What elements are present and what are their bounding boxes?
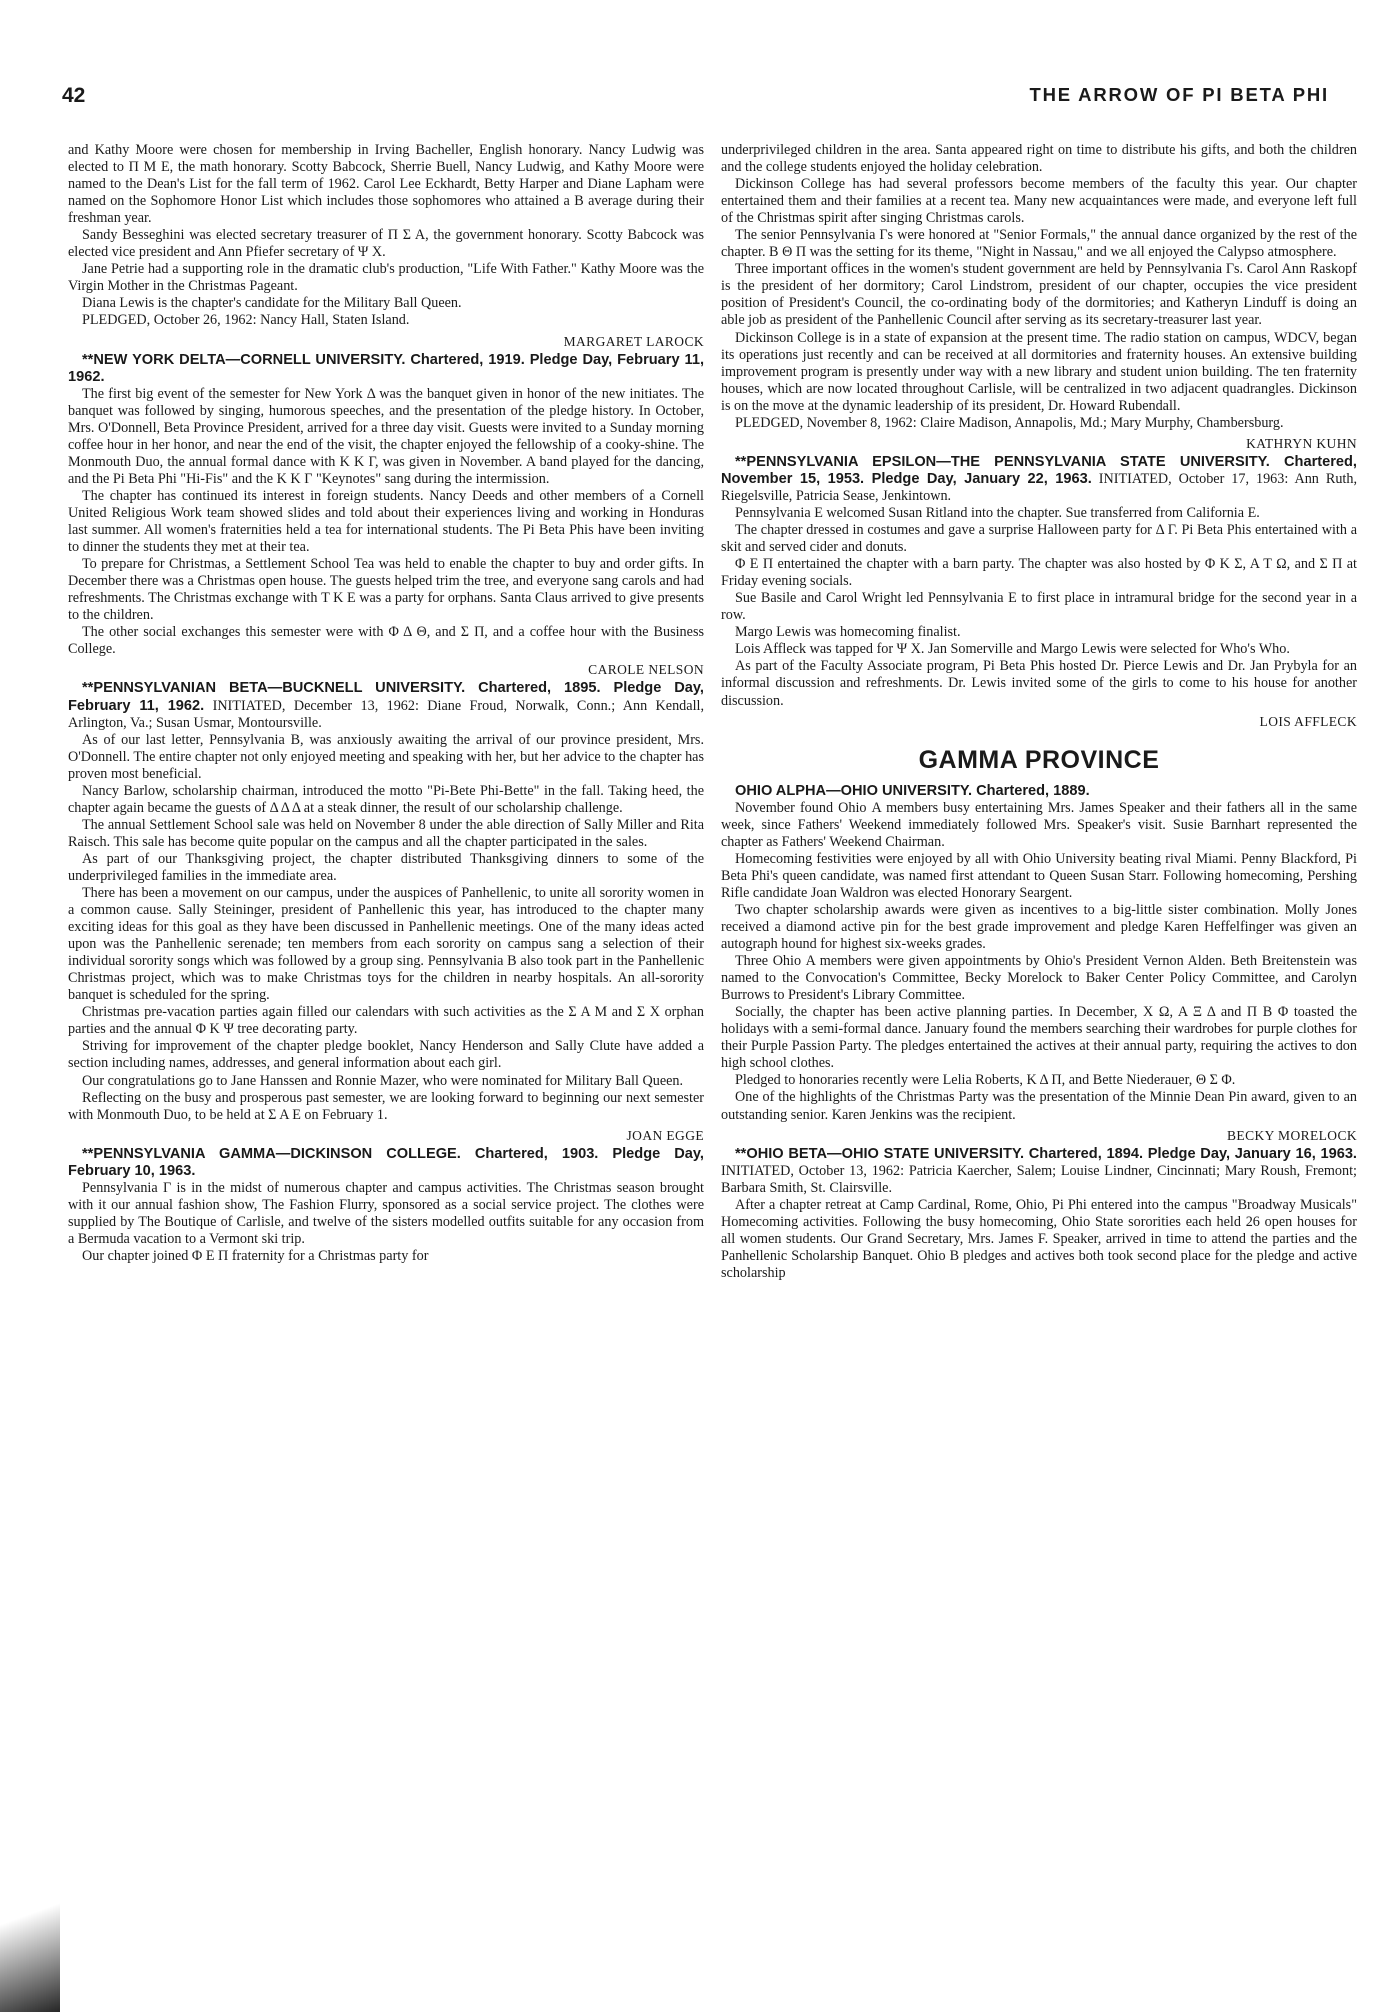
pledged-line: PLEDGED, November 8, 1962: Claire Madison, Annapolis, Md.; Mary Murphy, Chambersburg. [735, 414, 1284, 431]
paragraph: Dickinson College is in a state of expansion at the present time. The radio station on campus, WDCV, began its operations just recently and can be received at all dormitories and fraternity houses. An extensive building improvement program is presently under way with a new library and student union building. The ten fraternity houses, which are now located throughout Carlisle, will be centralized in two adjacent quadrangles. Dickinson is on the move at the dynamic leadership of its president, Dr. Howard Rubendall. [721, 329, 1357, 414]
chapter-heading [68, 680, 704, 731]
paragraph: The other social exchanges this semester were with Φ Δ Θ, and Σ Π, and a coffee hour with the Business College. [68, 624, 704, 658]
paragraph: Dickinson College has had several professors become members of the faculty this year. Our chapter entertained them and their families at a recent tea. Many new acquaintances were made, and everyone left full of the Christmas spirit after singing Christmas carols. [721, 176, 1357, 227]
paragraph: There has been a movement on our campus, under the auspices of Panhellenic, to unite all sorority women in a common cause. Sally Steininger, president of Panhellenic this year, has introduced to the chapter many exciting ideas for this goal as they have been discussed in Panhellenic meetings. One of the many ideas acted upon was the Panhellenic serenade; ten members from each sorority on campus sang a selection of their individual sorority songs which was followed by a group sing. Pennsylvania Β also took part in the Panhellenic Christmas project, which was to make Christmas toys for the children in nearby hospitals. An all-sorority banquet is scheduled for the spring. [68, 885, 704, 1004]
paragraph: underprivileged children in the area. Santa appeared right on time to distribute his gifts, and both the children and the college students enjoyed the holiday celebration. [721, 142, 1357, 176]
chapter-heading-title: **PENNSYLVANIAN BETA—BUCKNELL UNIVERSITY. Chartered, 1895. Pledge Day, February 11, 1962. [68, 680, 704, 714]
signature: KATHRYN KUHN [1246, 435, 1357, 451]
chapter-heading-title: OHIO ALPHA—OHIO UNIVERSITY. Chartered, 1889. [735, 782, 1090, 799]
paragraph: Reflecting on the busy and prosperous past semester, we are looking forward to beginning our next semester with Monmouth Duo, to be held at Σ Α Ε on February 1. [68, 1089, 704, 1123]
paragraph: As of our last letter, Pennsylvania Β, was anxiously awaiting the arrival of our province president, Mrs. O'Donnell. The entire chapter not only enjoyed meeting and speaking with her, but her advice to the chapter has proven most beneficial. [68, 731, 704, 782]
right-column [721, 142, 1357, 1282]
scan-edge-shadow [0, 1852, 60, 2012]
paragraph: The chapter dressed in costumes and gave a surprise Halloween party for Δ Γ. Pi Beta Phis entertained with a skit and served cider and donuts. [721, 522, 1357, 556]
paragraph: Φ Ε Π entertained the chapter with a barn party. The chapter was also hosted by Φ Κ Σ, Α Τ Ω, and Σ Π at Friday evening socials. [721, 556, 1357, 590]
page-number: 42 [62, 84, 86, 107]
paragraph: As part of the Faculty Associate program, Pi Beta Phis hosted Dr. Pierce Lewis and Dr. Jan Prybyla for an informal discussion and refreshments. Dr. Lewis invited some of the girls to come to his house for another discussion. [721, 658, 1357, 709]
signature: BECKY MORELOCK [1227, 1127, 1357, 1143]
province-title: GAMMA PROVINCE [918, 745, 1160, 774]
initiated-line: INITIATED, October 17, 1963: Ann Ruth, Riegelsville, Patricia Sease, Jenkintown. [721, 470, 1357, 504]
paragraph: Christmas pre-vacation parties again filled our calendars with such activities as the Σ Α Μ and Σ Χ orphan parties and the annual Φ Κ Ψ tree decorating party. [68, 1004, 704, 1038]
paragraph: Our chapter joined Φ Ε Π fraternity for a Christmas party for [82, 1248, 429, 1264]
paragraph: Lois Affleck was tapped for Ψ Χ. Jan Somerville and Margo Lewis were selected for Who's Who. [735, 641, 1290, 658]
chapter-heading [721, 454, 1357, 505]
chapter-heading [68, 352, 704, 386]
paragraph: Striving for improvement of the chapter pledge booklet, Nancy Henderson and Sally Clute have added a section including names, addresses, and general information about each girl. [68, 1038, 704, 1072]
signature: JOAN EGGE [626, 1127, 704, 1143]
paragraph: Three Ohio Α members were given appointments by Ohio's President Vernon Alden. Beth Breitenstein was named to the Convocation's Committee, Becky Morelock to Baker Center Policy Committee, and Carolyn Burrows to President's Library Committee. [721, 953, 1357, 1004]
chapter-heading-title: **OHIO BETA—OHIO STATE UNIVERSITY. Chartered, 1894. Pledge Day, January 16, 1963. [735, 1145, 1357, 1162]
paragraph: Socially, the chapter has been active planning parties. In December, Χ Ω, Α Ξ Δ and Π Β Φ toasted the holidays with a semi-formal dance. January found the members searching their wardrobes for purple clothes for their Purple Passion Party. The pledges entertained the actives at their annual party, requiring the actives to don high school clothes. [721, 1004, 1357, 1072]
chapter-heading [721, 1146, 1357, 1197]
paragraph: The first big event of the semester for New York Δ was the banquet given in honor of the new initiates. The banquet was followed by singing, humorous speeches, and the presentation of the pledge history. In October, Mrs. O'Donnell, Beta Province President, arrived for a three day visit. Guests were invited to a Sunday morning coffee hour in her honor, and near the end of the visit, the chapter enjoyed the fellowship of a cooky-shine. The Monmouth Duo, the annual formal dance with Κ Κ Γ, was given in November. A band played for the dancing, and the Pi Beta Phi "Hi-Fis" and the Κ Κ Γ "Keynotes" sang during the intermission. [68, 385, 704, 487]
paragraph: Pennsylvania Ε welcomed Susan Ritland into the chapter. Sue transferred from California Ε. [735, 504, 1260, 521]
signature: CAROLE NELSON [588, 662, 704, 678]
chapter-heading [721, 783, 1357, 800]
chapter-heading-title: **PENNSYLVANIA GAMMA—DICKINSON COLLEGE. Chartered, 1903. Pledge Day, February 10, 1963. [68, 1145, 704, 1179]
paragraph: Pennsylvania Γ is in the midst of numerous chapter and campus activities. The Christmas season brought with it our annual fashion show, The Fashion Flurry, sponsored as a social service project. The clothes were supplied by The Boutique of Carlisle, and twelve of the sisters modelled outfits suitable for any occasion from a Bermuda vacation to a Vermont ski trip. [68, 1179, 704, 1247]
paragraph: Our congratulations go to Jane Hanssen and Ronnie Mazer, who were nominated for Military Ball Queen. [82, 1072, 684, 1089]
initiated-line: INITIATED, December 13, 1962: Diane Froud, Norwalk, Conn.; Ann Kendall, Arlington, Va.; Susan Usmar, Montoursville. [68, 697, 704, 731]
paragraph: To prepare for Christmas, a Settlement School Tea was held to enable the chapter to buy and order gifts. In December there was a Christmas open house. The guests helped trim the tree, and everyone sang carols and had refreshments. The Christmas exchange with Τ Κ Ε was a party for orphans. Santa Claus arrived to give presents to the children. [68, 556, 704, 624]
signature: LOIS AFFLECK [1259, 713, 1357, 729]
left-column [68, 142, 704, 1265]
paragraph: Sandy Besseghini was elected secretary treasurer of Π Σ Α, the government honorary. Scotty Babcock was elected vice president and Ann Pfiefer secretary of Ψ Χ. [68, 227, 704, 261]
paragraph: Diana Lewis is the chapter's candidate for the Military Ball Queen. [82, 295, 462, 312]
paragraph: Two chapter scholarship awards were given as incentives to a big-little sister combination. Molly Jones received a diamond active pin for the best grade improvement and pledge Karen Heffelfinger was given an autograph hound for highest six-weeks grades. [721, 901, 1357, 953]
paragraph: After a chapter retreat at Camp Cardinal, Rome, Ohio, Pi Phi entered into the campus "Broadway Musicals" Homecoming activities. Following the busy homecoming, Ohio State sororities each held 26 open houses for all women students. Our Grand Secretary, Mrs. James F. Speaker, arrived in time to attend the parties and the Panhellenic Scholarship Banquet. Ohio Β pledges and actives both took second place for the pledge and active scholarship [721, 1196, 1357, 1281]
paragraph: The chapter has continued its interest in foreign students. Nancy Deeds and other members of a Cornell United Religious Work team showed slides and told about their experiences living and working in Honduras last summer. All women's fraternities held a tea for international students. The Pi Beta Phis have been inviting to dinner the students they met at their tea. [68, 487, 704, 556]
pledged-line: PLEDGED, October 26, 1962: Nancy Hall, Staten Island. [82, 312, 410, 329]
running-head: THE ARROW OF PI BETA PHI [1029, 84, 1329, 105]
chapter-heading-title: **PENNSYLVANIA EPSILON—THE PENNSYLVANIA STATE UNIVERSITY. Chartered, November 15, 1953. Pledge Day, January 22, 1963. [721, 453, 1357, 487]
paragraph: Sue Basile and Carol Wright led Pennsylvania Ε to first place in intramural bridge for the second year in a row. [721, 590, 1357, 624]
paragraph: The senior Pennsylvania Γs were honored at "Senior Formals," the annual dance organized by the rest of the chapter. Β Θ Π was the setting for its theme, "Night in Nassau," and we all enjoyed the Calypso atmosphere. [721, 227, 1357, 261]
paragraph: Nancy Barlow, scholarship chairman, introduced the motto "Pi-Bete Phi-Bette" in the fall. Taking heed, the chapter again became the guests of Δ Δ Δ at a steak dinner, the result of our scholarship challenge. [68, 782, 704, 816]
paragraph: Homecoming festivities were enjoyed by all with Ohio University beating rival Miami. Penny Blackford, Pi Beta Phi's queen candidate, was named first attendant to Queen Susan Starr. Following homecoming, Pershing Rifle candidate Joan Waldron was elected Honorary Seargent. [721, 850, 1357, 901]
paragraph: Margo Lewis was homecoming finalist. [735, 624, 961, 641]
paragraph: The annual Settlement School sale was held on November 8 under the able direction of Sally Miller and Rita Raisch. This sale has become quite popular on the campus and all the chapter participated in the sales. [68, 816, 704, 850]
paragraph: Jane Petrie had a supporting role in the dramatic club's production, "Life With Father." Kathy Moore was the Virgin Mother in the Christmas Pageant. [68, 261, 704, 295]
paragraph: Pledged to honoraries recently were Lelia Roberts, Κ Δ Π, and Bette Niederauer, Θ Σ Φ. [735, 1072, 1236, 1089]
paragraph: Three important offices in the women's student government are held by Pennsylvania Γs. Carol Ann Raskopf is the president of her dormitory; Carol Lindstrom, president of our chapter, occupies the vice president position of President's Council, the co-ordinating body of the dormitories; and Katheryn Linduff is doing an able job as president of the Panhellenic Council after serving as its secretary-treasurer last year. [721, 261, 1357, 329]
paragraph: and Kathy Moore were chosen for membership in Irving Bacheller, English honorary. Nancy Ludwig was elected to Π Μ Ε, the math honorary. Scotty Babcock, Sherrie Buell, Nancy Ludwig, and Kathy Moore were named to the Dean's List for the fall term of 1962. Carol Lee Eckhardt, Betty Harper and Diane Lapham were named on the Sophomore Honor List which includes those sophomores who attained a B average during their freshman year. [68, 142, 704, 227]
chapter-heading-title: **NEW YORK DELTA—CORNELL UNIVERSITY. Chartered, 1919. Pledge Day, February 11, 1962. [68, 351, 704, 385]
initiated-line: INITIATED, October 13, 1962: Patricia Kaercher, Salem; Louise Lindner, Cincinnati; Mary Roush, Fremont; Barbara Smith, St. Clairsville. [721, 1162, 1357, 1196]
paragraph: November found Ohio Α members busy entertaining Mrs. James Speaker and their fathers all in the same week, since Fathers' Weekend immediately followed Mrs. Speaker's visit. Susie Barnhart represented the chapter as Fathers' Weekend Chairman. [721, 799, 1357, 850]
signature: MARGARET LAROCK [563, 333, 704, 349]
paragraph: As part of our Thanksgiving project, the chapter distributed Thanksgiving dinners to some of the underprivileged families in the immediate area. [68, 850, 704, 884]
paragraph: One of the highlights of the Christmas Party was the presentation of the Minnie Dean Pin award, given to an outstanding senior. Karen Jenkins was the recipient. [721, 1089, 1357, 1123]
chapter-heading [68, 1146, 704, 1180]
